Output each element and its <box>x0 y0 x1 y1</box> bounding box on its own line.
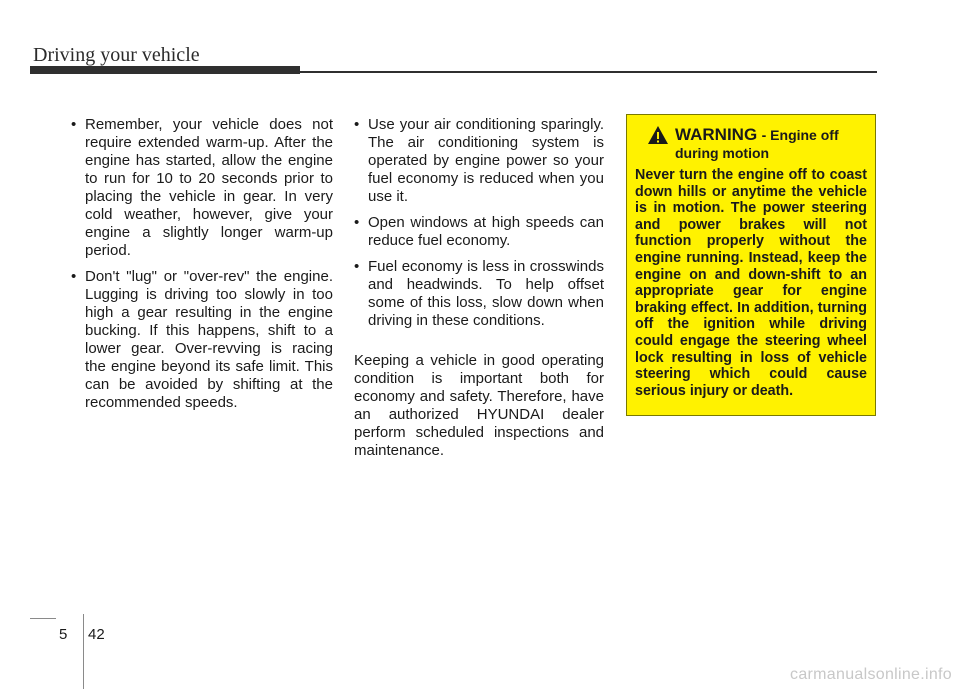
watermark-text: carmanualsonline.info <box>790 666 952 683</box>
warning-triangle-icon <box>647 125 669 145</box>
warning-subtitle-line1: - Engine off <box>761 127 839 143</box>
bullet-item-warmup: • Remember, your vehicle does not require extended warm-up. After the engine has started, allow the engine to run for 10 to 20 seconds prior to placing the vehicle in gear. In very cold weather, however, give your engine a slightly longer warm-up period. <box>71 116 333 260</box>
footer-rule-horizontal <box>30 618 56 619</box>
bullet-item-air-conditioning: • Use your air conditioning sparingly. The air conditioning system is operated by engine power so your fuel economy is reduced when you use it. <box>354 116 604 206</box>
warning-body: Never turn the engine off to coast down hills or anytime the vehicle is in motion. The power steering and power brakes will not function properly without the engine running. Instead, keep the engine on and down-shift to an appropriate gear for engine braking effect. In addition, turning off the ignition while driving could engage the steering wheel lock resulting in loss of vehicle steering which could cause serious injury or death. <box>635 167 867 399</box>
warning-subtitle-line2: during motion <box>675 145 770 161</box>
left-bullet-list <box>71 116 333 412</box>
warning-title: WARNING <box>675 125 758 144</box>
footer-rule-vertical <box>83 614 84 689</box>
maintenance-paragraph: Keeping a vehicle in good operating condition is important both for economy and safety. Therefore, have an authorized HYUNDAI dealer perform scheduled inspections and maintenance. <box>354 352 604 459</box>
chapter-number: 5 <box>59 626 68 643</box>
section-title: Driving your vehicle <box>33 44 200 66</box>
page-number: 42 <box>88 626 105 643</box>
bullet-item-crosswinds: • Fuel economy is less in crosswinds and headwinds. To help offset some of this loss, slow down when driving in these conditions. <box>354 258 604 330</box>
bullet-item-open-windows: • Open windows at high speeds can reduce fuel economy. <box>354 214 604 250</box>
left-column <box>71 116 333 420</box>
middle-bullet-list <box>354 116 604 330</box>
warning-header <box>635 125 867 165</box>
header-rule-thin <box>300 71 877 73</box>
header-rule-thick <box>30 66 300 74</box>
middle-column <box>354 116 604 475</box>
warning-box <box>626 114 876 416</box>
bullet-item-lug-over-rev: • Don't "lug" or "over-rev" the engine. Lugging is driving too slowly in too high a gear resulting in the engine bucking. If this happens, shift to a lower gear. Over-revving is racing the engine beyond its safe limit. This can be avoided by shifting at the recommended speeds. <box>71 268 333 412</box>
